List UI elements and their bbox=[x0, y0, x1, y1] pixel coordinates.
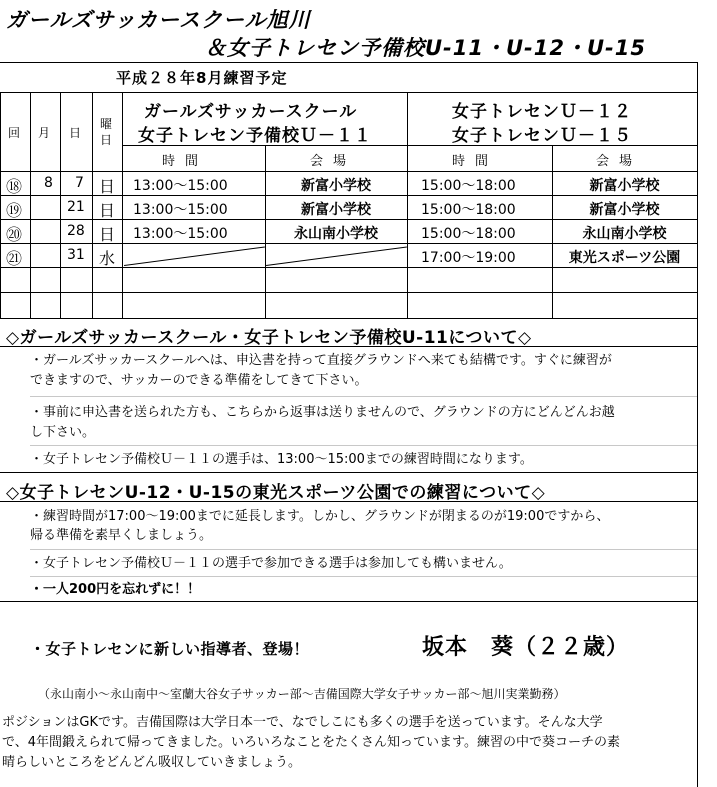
group-b-time-header: 時間 bbox=[452, 154, 499, 169]
coach-description-line-2: で、4年間鍛えられて帰ってきました。いろいろなことをたくさん知っています。練習の中で葵コーチの素 bbox=[2, 735, 620, 750]
coach-announce-text: ・女子トレセンに新しい指導者、登場！ bbox=[30, 640, 310, 658]
row-time-a: 13:00〜15:00 bbox=[133, 178, 228, 194]
row-kai: ⑱ bbox=[6, 177, 23, 196]
empty-cell-slash bbox=[124, 246, 265, 266]
row-venue-b: 東光スポーツ公園 bbox=[568, 250, 681, 266]
column-header-kai: 回 bbox=[8, 126, 21, 140]
row-venue-a: 永山南小学校 bbox=[294, 226, 378, 242]
coach-description-line-1: ポジションはGKです。吉備国際は大学日本一で、なでしこにも多くの選手を送っています。そんな大学 bbox=[2, 715, 603, 730]
row-venue-a: 新富小学校 bbox=[301, 202, 371, 218]
section-2-bullet-1-line-1: ・練習時間が17:00〜19:00までに延長します。しかし、グラウンドが閉まるのが19:00ですから、 bbox=[30, 509, 610, 524]
coach-description-line-3: 晴らしいところをどんどん吸収していきましょう。 bbox=[2, 755, 302, 770]
section-1-heading: ◇ガールズサッカースクール・女子トレセン予備校U-11について◇ bbox=[6, 328, 532, 348]
column-header-day: 日 bbox=[69, 126, 82, 140]
schedule-subtitle: 平成２８年8月練習予定 bbox=[116, 69, 288, 87]
row-time-a: 13:00〜15:00 bbox=[133, 202, 228, 218]
row-day: 31 bbox=[67, 247, 85, 263]
group-a-title-line-1: ガールズサッカースクール bbox=[144, 102, 358, 122]
section-2-bullet-3: ・一人200円を忘れずに！！ bbox=[30, 582, 201, 597]
row-time-b: 15:00〜18:00 bbox=[421, 178, 516, 194]
row-weekday: 日 bbox=[99, 225, 116, 244]
section-1-bullet-1-line-2: できますので、サッカーのできる準備をしてきて下さい。 bbox=[30, 373, 368, 388]
row-weekday: 水 bbox=[99, 249, 116, 268]
row-weekday: 日 bbox=[99, 177, 116, 196]
row-kai: ⑳ bbox=[6, 225, 23, 244]
title-divider bbox=[0, 62, 697, 63]
section-1-bullet-2-line-1: ・事前に申込書を送られた方も、こちらから返事は送りませんので、グラウンドの方にどんどんお越 bbox=[30, 405, 615, 420]
row-time-b: 17:00〜19:00 bbox=[421, 250, 516, 266]
coach-name: 坂本 葵（２２歳） bbox=[422, 635, 630, 660]
coach-career: （永山南小〜永山南中〜室蘭大谷女子サッカー部〜吉備国際大学女子サッカー部〜旭川実業勤務） bbox=[38, 687, 566, 701]
group-a-venue-header: 会場 bbox=[310, 154, 357, 169]
section-2-bullet-1-line-2: 帰る準備を素早くしましょう。 bbox=[30, 528, 213, 543]
row-day: 21 bbox=[67, 199, 85, 215]
section-1-bullet-2-line-2: し下さい。 bbox=[30, 425, 96, 440]
row-weekday: 日 bbox=[99, 201, 116, 220]
row-day: 28 bbox=[67, 223, 85, 239]
row-time-b: 15:00〜18:00 bbox=[421, 202, 516, 218]
row-venue-b: 永山南小学校 bbox=[582, 226, 667, 242]
title-line-2: ＆女子トレセン予備校U-11・U-12・U-15 bbox=[205, 36, 646, 60]
section-1-bullet-3: ・女子トレセン予備校Ｕ－１１の選手は、13:00〜15:00までの練習時間になります。 bbox=[30, 452, 533, 467]
section-2-heading: ◇女子トレセンU-12・U-15の東光スポーツ公園での練習について◇ bbox=[6, 483, 546, 503]
row-kai: ㉑ bbox=[6, 249, 23, 268]
row-kai: ⑲ bbox=[6, 201, 23, 220]
row-day: 7 bbox=[75, 175, 84, 191]
column-header-weekday: 曜日 bbox=[99, 117, 112, 147]
group-a-time-header: 時間 bbox=[162, 154, 209, 169]
section-1-bullet-1-line-1: ・ガールズサッカースクールへは、申込書を持って直接グラウンドへ来ても結構です。すぐに練習が bbox=[30, 353, 612, 368]
title-line-1: ガールズサッカースクール旭川 bbox=[6, 8, 311, 32]
group-b-title-line-1: 女子トレセンＵ－１２ bbox=[452, 102, 632, 122]
row-venue-b: 新富小学校 bbox=[589, 202, 660, 218]
row-venue-a: 新富小学校 bbox=[301, 178, 371, 194]
group-b-venue-header: 会場 bbox=[596, 154, 643, 169]
section-2-bullet-2: ・女子トレセン予備校Ｕ－１１の選手で参加できる選手は参加しても構いません。 bbox=[30, 556, 512, 571]
row-month: 8 bbox=[44, 175, 53, 191]
group-a-title-line-2: 女子トレセン予備校Ｕ－１１ bbox=[138, 126, 372, 146]
row-time-a: 13:00〜15:00 bbox=[133, 226, 228, 242]
row-time-b: 15:00〜18:00 bbox=[421, 226, 516, 242]
empty-cell-slash bbox=[266, 246, 407, 266]
column-header-month: 月 bbox=[38, 126, 51, 140]
group-b-title-line-2: 女子トレセンＵ－１５ bbox=[452, 126, 632, 146]
row-venue-b: 新富小学校 bbox=[589, 178, 660, 194]
